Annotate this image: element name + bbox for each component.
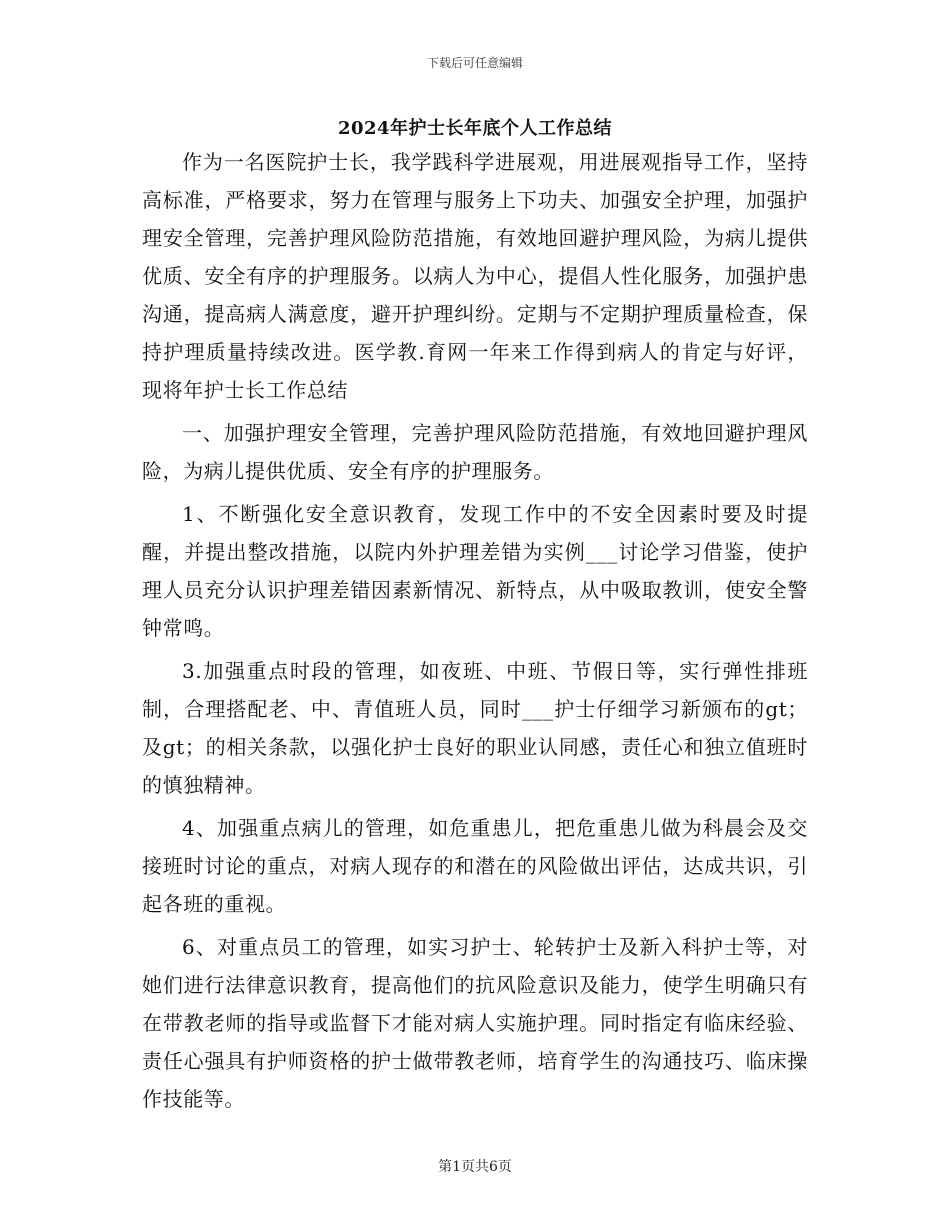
paragraph-intro: 作为一名医院护士长，我学践科学进展观，用进展观指导工作，坚持高标准，严格要求，努力在管理与服务上下功夫、加强安全护理，加强护理安全管理，完善护理风险防范措施，有效地回避护理风险，为病儿提供优质、安全有序的护理服务。以病人为中心，提倡人性化服务，加强护患沟通，提高病人满意度，避开护理纠纷。定期与不定期护理质量检查，保持护理质量持续改进。医学教.育网一年来工作得到病人的肯定与好评，现将年护士长工作总结 <box>142 150 808 402</box>
page-number: 第1页共6页 <box>438 1159 512 1175</box>
paragraph-item-4: 4、加强重点病儿的管理，如危重患儿，把危重患儿做为科晨会及交接班时讨论的重点，对病人现存的和潜在的风险做出评估，达成共识，引起各班的重视。 <box>142 816 808 916</box>
document-title: 2024年护士长年底个人工作总结 <box>337 118 613 139</box>
document-body <box>142 143 808 1123</box>
paragraph-item-1: 1、不断强化安全意识教育，发现工作中的不安全因素时要及时提醒，并提出整改措施，以院内外护理差错为实例___讨论学习借鉴，使护理人员充分认识护理差错因素新情况、新特点，从中吸取教训，使安全警钟常鸣。 <box>142 502 808 640</box>
paragraph-section-1: 一、加强护理安全管理，完善护理风险防范措施，有效地回避护理风险，为病儿提供优质、安全有序的护理服务。 <box>142 421 808 483</box>
paragraph-item-3: 3.加强重点时段的管理，如夜班、中班、节假日等，实行弹性排班制，合理搭配老、中、青值班人员，同时___护士仔细学习新颁布的gt；及gt；的相关条款，以强化护士良好的职业认同感，责任心和独立值班时的慎独精神。 <box>142 659 808 797</box>
header-note: 下载后可任意编辑 <box>426 56 523 70</box>
paragraph-item-6: 6、对重点员工的管理，如实习护士、轮转护士及新入科护士等，对她们进行法律意识教育，提高他们的抗风险意识及能力，使学生明确只有在带教老师的指导或监督下才能对病人实施护理。同时指定有临床经验、责任心强具有护师资格的护士做带教老师，培育学生的沟通技巧、临床操作技能等。 <box>142 935 808 1111</box>
